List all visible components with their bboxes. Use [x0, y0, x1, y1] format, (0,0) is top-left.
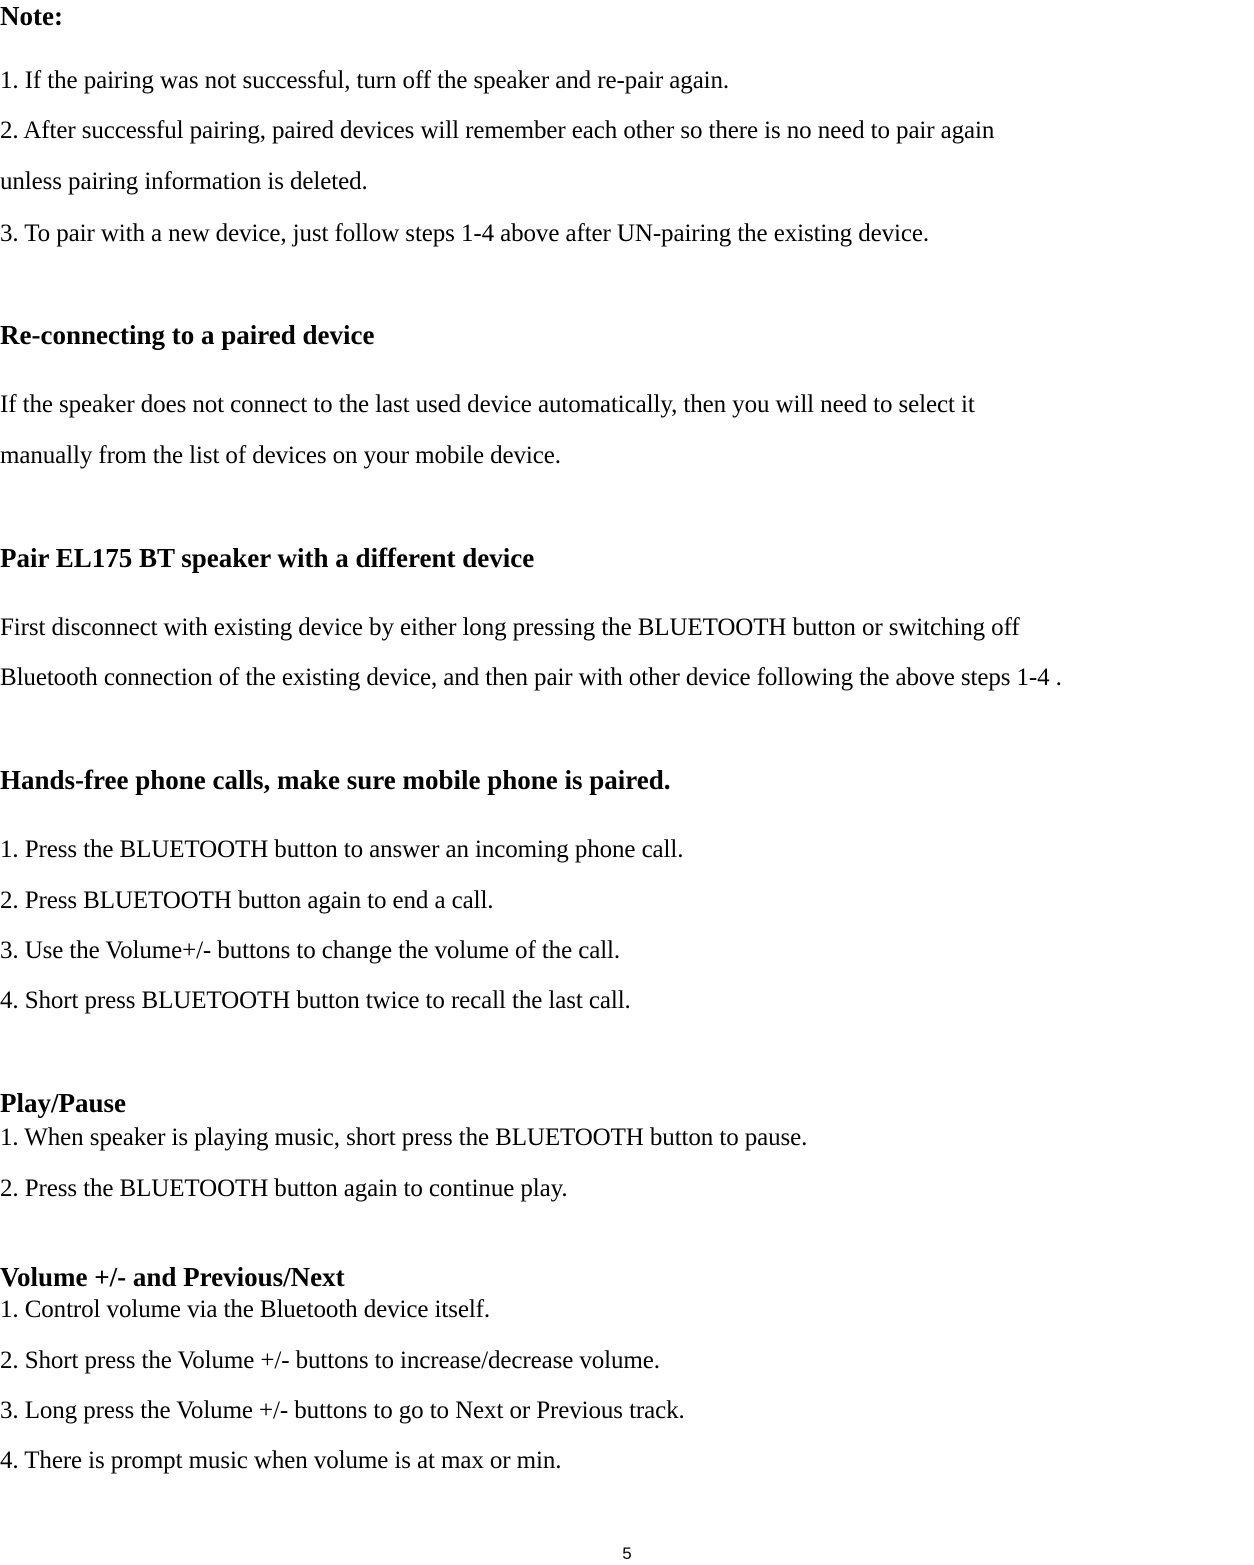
note-item-2: 2. After successful pairing, paired devices will remember each other so there is no need to pair again	[0, 117, 995, 144]
note-heading: Note:	[0, 1, 63, 31]
hands-free-item-3: 3. Use the Volume+/- buttons to change the volume of the call.	[0, 937, 621, 964]
hands-free-item-2: 2. Press BLUETOOTH button again to end a call.	[0, 887, 494, 914]
reconnect-heading: Re-connecting to a paired device	[0, 320, 375, 350]
volume-item-4: 4. There is prompt music when volume is at max or min.	[0, 1447, 562, 1474]
volume-item-2: 2. Short press the Volume +/- buttons to increase/decrease volume.	[0, 1347, 660, 1374]
volume-item-1: 1. Control volume via the Bluetooth device itself.	[0, 1296, 491, 1323]
pair-different-text-line-2: Bluetooth connection of the existing device, and then pair with other device following the above steps 1-4 .	[0, 664, 1062, 691]
volume-heading: Volume +/- and Previous/Next	[0, 1262, 345, 1292]
reconnect-text-line-2: manually from the list of devices on your mobile device.	[0, 442, 561, 469]
volume-item-3: 3. Long press the Volume +/- buttons to go to Next or Previous track.	[0, 1397, 685, 1424]
note-item-2-continued: unless pairing information is deleted.	[0, 168, 368, 195]
hands-free-item-1: 1. Press the BLUETOOTH button to answer an incoming phone call.	[0, 836, 684, 863]
pair-different-text-line-1: First disconnect with existing device by either long pressing the BLUETOOTH button or switching off	[0, 614, 1020, 641]
reconnect-text-line-1: If the speaker does not connect to the last used device automatically, then you will need to select it	[0, 391, 975, 418]
play-pause-item-2: 2. Press the BLUETOOTH button again to continue play.	[0, 1175, 568, 1202]
page-number: 5	[622, 1544, 632, 1563]
play-pause-heading: Play/Pause	[0, 1088, 126, 1118]
note-item-1: 1. If the pairing was not successful, turn off the speaker and re-pair again.	[0, 67, 730, 94]
hands-free-item-4: 4. Short press BLUETOOTH button twice to recall the last call.	[0, 987, 631, 1014]
hands-free-heading: Hands-free phone calls, make sure mobile phone is paired.	[0, 765, 671, 795]
play-pause-item-1: 1. When speaker is playing music, short press the BLUETOOTH button to pause.	[0, 1124, 808, 1151]
note-item-3: 3. To pair with a new device, just follow steps 1-4 above after UN-pairing the existing device.	[0, 220, 930, 247]
pair-different-heading: Pair EL175 BT speaker with a different device	[0, 543, 535, 573]
